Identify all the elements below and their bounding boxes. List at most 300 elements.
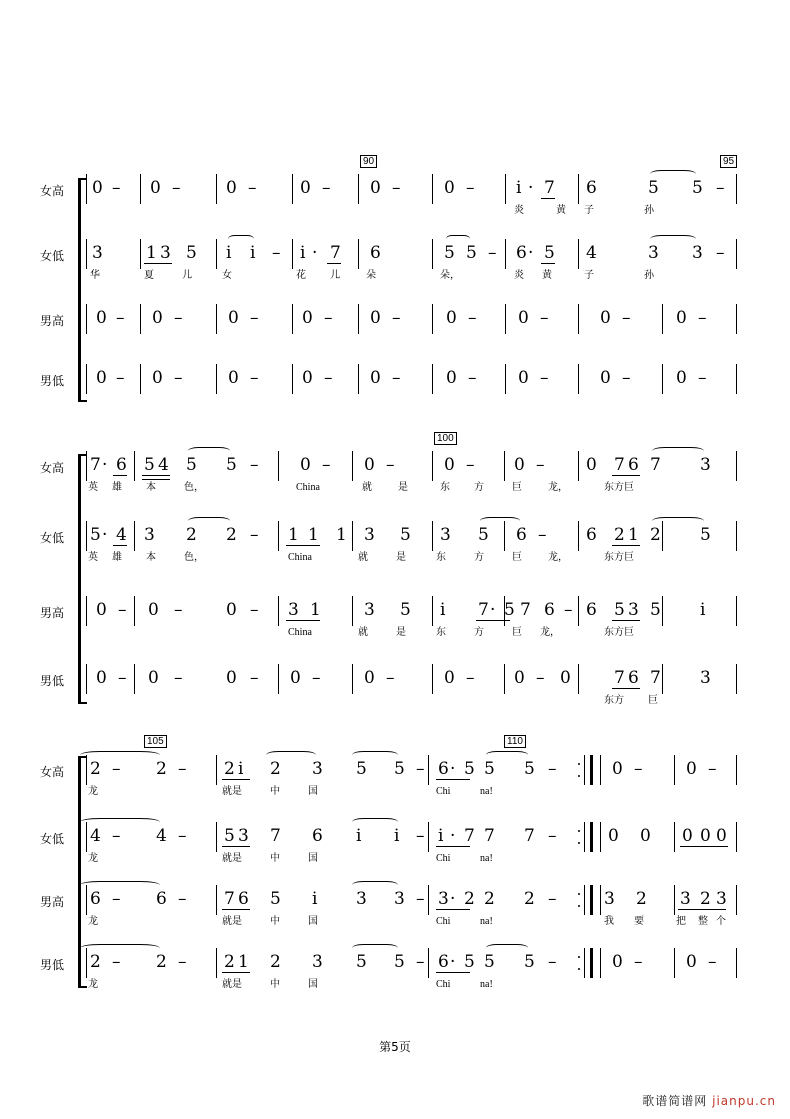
hold-dash: – [322, 455, 331, 475]
beam [113, 475, 127, 476]
note: i [226, 243, 232, 263]
note: 5 [524, 952, 535, 972]
lyric: 就 [358, 627, 368, 638]
hold-dash: – [250, 368, 259, 388]
barline [358, 174, 359, 204]
note: 0 [686, 952, 697, 972]
slur [352, 881, 398, 889]
voice-label-bass: 男低 [40, 374, 65, 388]
note: 7 [484, 826, 495, 846]
note: 5 [356, 759, 367, 779]
note: · [450, 826, 456, 846]
barline [432, 239, 433, 269]
note: 6 [438, 759, 449, 779]
barline [292, 239, 293, 269]
hold-dash: – [392, 368, 401, 388]
barline [292, 174, 293, 204]
barline [736, 596, 737, 626]
hold-dash: – [116, 368, 125, 388]
barline [432, 521, 433, 551]
barline [600, 948, 601, 978]
page-number: 第5页 [379, 1040, 411, 1054]
note: 0 [686, 759, 697, 779]
lyric: 巨 [512, 552, 522, 563]
repeat-dot [578, 775, 580, 777]
barline [86, 521, 87, 551]
repeat-end-sign [584, 885, 596, 915]
lyric: 东方 [604, 695, 624, 706]
barline [578, 664, 579, 694]
lyric: 夏 [144, 270, 154, 281]
hold-dash: – [324, 308, 333, 328]
hold-dash: – [272, 243, 281, 263]
hold-dash: – [468, 308, 477, 328]
note: 7 [520, 600, 531, 620]
note: 6 [238, 889, 249, 909]
note: 2 [224, 952, 235, 972]
hold-dash: – [698, 368, 707, 388]
rehearsal-mark-100: 100 [434, 432, 457, 445]
barline [86, 885, 87, 915]
lyric: 色， [184, 552, 204, 563]
beam [541, 263, 555, 264]
slur [650, 170, 696, 178]
note: · [450, 952, 456, 972]
barline [428, 822, 429, 852]
barline [578, 364, 579, 394]
note: · [490, 600, 496, 620]
lyric: 就是 [222, 979, 242, 990]
rehearsal-mark-95: 95 [720, 155, 737, 168]
hold-dash: – [312, 668, 321, 688]
barline [432, 596, 433, 626]
barline [736, 364, 737, 394]
hold-dash: – [250, 308, 259, 328]
hold-dash: – [324, 368, 333, 388]
lyric: 英 [88, 552, 98, 563]
hold-dash: – [540, 368, 549, 388]
lyric: 是 [396, 552, 406, 563]
note: 0 [96, 668, 107, 688]
barline [216, 948, 217, 978]
slur [80, 944, 160, 952]
note: 3 [716, 889, 727, 909]
barline [578, 239, 579, 269]
barline [86, 755, 87, 785]
barline [662, 596, 663, 626]
barline [352, 521, 353, 551]
hold-dash: – [178, 826, 187, 846]
note: 0 [518, 308, 529, 328]
barline [504, 521, 505, 551]
barline [140, 364, 141, 394]
barline [278, 521, 279, 551]
note: 2 [156, 759, 167, 779]
beam [222, 972, 250, 973]
hold-dash: – [112, 826, 121, 846]
barline [140, 304, 141, 334]
note: 0 [446, 308, 457, 328]
lyric: 国 [308, 916, 318, 927]
note: · [528, 243, 534, 263]
lyric: 儿 [330, 270, 340, 281]
repeat-dot [578, 905, 580, 907]
lyric: 巨 [512, 482, 522, 493]
beam [680, 846, 728, 847]
note: i [438, 826, 444, 846]
note: 7 [330, 243, 341, 263]
note: 5 [186, 455, 197, 475]
lyric: 巨 [648, 695, 658, 706]
lyric: 龙， [540, 627, 560, 638]
hold-dash: – [536, 668, 545, 688]
repeat-dot [578, 830, 580, 832]
lyric: 朵， [440, 270, 460, 281]
barline [736, 755, 737, 785]
note: 0 [92, 178, 103, 198]
slur [486, 751, 528, 759]
hold-dash: – [564, 600, 573, 620]
barline [86, 304, 87, 334]
lyric: na! [480, 786, 493, 797]
lyric: 东 [436, 627, 446, 638]
repeat-dot [578, 893, 580, 895]
barline [86, 664, 87, 694]
lyric: 东 [436, 552, 446, 563]
hold-dash: – [548, 759, 557, 779]
hold-dash: – [416, 759, 425, 779]
lyric: 孙 [644, 205, 654, 216]
beam [142, 475, 170, 476]
lyric: 个 [716, 916, 726, 927]
barline [278, 596, 279, 626]
voice-label-alto: 女低 [40, 531, 65, 545]
beam [286, 620, 320, 621]
barline [504, 451, 505, 481]
note: 6 [116, 455, 127, 475]
note: 0 [514, 668, 525, 688]
barline [736, 885, 737, 915]
hold-dash: – [116, 308, 125, 328]
note: 7 [614, 668, 625, 688]
note: · [450, 889, 456, 909]
barline [432, 664, 433, 694]
barline [578, 596, 579, 626]
lyric: na! [480, 979, 493, 990]
barline [86, 239, 87, 269]
note: 3 [312, 952, 323, 972]
note: 2 [650, 525, 661, 545]
barline [432, 364, 433, 394]
note: 0 [226, 178, 237, 198]
lyric: Chi [436, 916, 451, 927]
barline [86, 596, 87, 626]
voice-label-bass: 男低 [40, 674, 65, 688]
barline [86, 364, 87, 394]
note: 5 [692, 178, 703, 198]
note: · [102, 525, 108, 545]
barline [674, 822, 675, 852]
note: 6 [544, 600, 555, 620]
repeat-dot [578, 842, 580, 844]
note: 6 [438, 952, 449, 972]
hold-dash: – [386, 455, 395, 475]
note: 0 [676, 368, 687, 388]
lyric: 炎 [514, 205, 524, 216]
note: 5 [614, 600, 625, 620]
lyric: 雄 [112, 482, 122, 493]
note: 0 [586, 455, 597, 475]
note: 5 [648, 178, 659, 198]
note: 2 [524, 889, 535, 909]
note: 0 [560, 668, 571, 688]
lyric: 国 [308, 979, 318, 990]
barline [578, 304, 579, 334]
note: 6 [156, 889, 167, 909]
lyric: 子 [584, 270, 594, 281]
note: 0 [682, 826, 693, 846]
note: 1 [336, 525, 347, 545]
note: 5 [466, 243, 477, 263]
beam [612, 475, 640, 476]
lyric: 英 [88, 482, 98, 493]
hold-dash: – [548, 952, 557, 972]
lyric: 我 [604, 916, 614, 927]
note: 4 [90, 826, 101, 846]
hold-dash: – [698, 308, 707, 328]
barline [86, 822, 87, 852]
barline [278, 664, 279, 694]
hold-dash: – [112, 952, 121, 972]
note: 3 [312, 759, 323, 779]
lyric: 龙 [88, 916, 98, 927]
note: 2 [224, 759, 235, 779]
barline [358, 304, 359, 334]
barline [352, 451, 353, 481]
lyric: na! [480, 916, 493, 927]
hold-dash: – [174, 668, 183, 688]
barline [432, 304, 433, 334]
note: 5 [700, 525, 711, 545]
note: 1 [628, 525, 639, 545]
note: 3 [604, 889, 615, 909]
voice-label-tenor: 男高 [40, 314, 65, 328]
hold-dash: – [174, 600, 183, 620]
barline [736, 451, 737, 481]
hold-dash: – [548, 826, 557, 846]
barline [505, 174, 506, 204]
note: i [700, 600, 706, 620]
beam [476, 620, 510, 621]
slur [486, 944, 528, 952]
lyric: 中 [270, 916, 280, 927]
hold-dash: – [622, 368, 631, 388]
lyric: 就 [362, 482, 372, 493]
hold-dash: – [248, 178, 257, 198]
note: 5 [444, 243, 455, 263]
note: 2 [226, 525, 237, 545]
lyric: 就是 [222, 853, 242, 864]
slur [80, 818, 160, 826]
note: 0 [600, 308, 611, 328]
barline [216, 822, 217, 852]
voice-label-soprano: 女高 [40, 184, 65, 198]
note: 0 [600, 368, 611, 388]
note: 4 [586, 243, 597, 263]
voice-label-soprano: 女高 [40, 461, 65, 475]
note: 0 [148, 668, 159, 688]
barline [600, 822, 601, 852]
note: 7 [650, 668, 661, 688]
note: 4 [156, 826, 167, 846]
lyric: 中 [270, 853, 280, 864]
hold-dash: – [708, 759, 717, 779]
note: 1 [146, 243, 157, 263]
barline [736, 304, 737, 334]
note: 5 [484, 952, 495, 972]
voice-label-alto: 女低 [40, 832, 65, 846]
note: 5 [400, 600, 411, 620]
lyric: 是 [396, 627, 406, 638]
note: 7 [90, 455, 101, 475]
lyric: 方 [474, 627, 484, 638]
barline [428, 755, 429, 785]
note: 5 [504, 600, 515, 620]
hold-dash: – [488, 243, 497, 263]
hold-dash: – [416, 952, 425, 972]
note: 1 [310, 600, 321, 620]
barline [674, 755, 675, 785]
note: 0 [150, 178, 161, 198]
hold-dash: – [392, 308, 401, 328]
note: 0 [96, 368, 107, 388]
voice-label-alto: 女低 [40, 249, 65, 263]
hold-dash: – [174, 368, 183, 388]
lyric: 黄 [556, 205, 566, 216]
note: 0 [96, 600, 107, 620]
lyric: 方 [474, 482, 484, 493]
barline [662, 364, 663, 394]
note: 2 [464, 889, 475, 909]
note: 0 [364, 668, 375, 688]
barline [674, 948, 675, 978]
note: 5 [650, 600, 661, 620]
note: · [450, 759, 456, 779]
note: 0 [152, 308, 163, 328]
barline [292, 304, 293, 334]
note: 3 [628, 600, 639, 620]
note: 3 [160, 243, 171, 263]
voice-label-tenor: 男高 [40, 895, 65, 909]
slur [266, 751, 316, 759]
note: 0 [370, 308, 381, 328]
note: 0 [444, 178, 455, 198]
slur [228, 235, 254, 243]
watermark-en: jianpu.cn [712, 1094, 776, 1108]
note: i [440, 600, 446, 620]
beam [436, 909, 470, 910]
note: 0 [640, 826, 651, 846]
barline [736, 174, 737, 204]
note: 5 [464, 759, 475, 779]
lyric: 东方巨 [604, 627, 634, 638]
hold-dash: – [178, 952, 187, 972]
hold-dash: – [322, 178, 331, 198]
beam [678, 909, 726, 910]
lyric: 龙 [88, 853, 98, 864]
slur [352, 944, 398, 952]
barline [134, 664, 135, 694]
note: 6 [312, 826, 323, 846]
lyric: 东 [440, 482, 450, 493]
note: 5 [270, 889, 281, 909]
barline [505, 239, 506, 269]
note: 5 [394, 759, 405, 779]
note: 2 [700, 889, 711, 909]
note: 0 [302, 368, 313, 388]
note: i [238, 759, 244, 779]
barline [432, 174, 433, 204]
barline [578, 521, 579, 551]
lyric: 方 [474, 552, 484, 563]
note: 6 [586, 525, 597, 545]
lyric: 华 [90, 270, 100, 281]
slur [480, 517, 520, 525]
note: 5 [90, 525, 101, 545]
note: 0 [612, 952, 623, 972]
note: 0 [300, 455, 311, 475]
barline [505, 304, 506, 334]
hold-dash: – [708, 952, 717, 972]
lyric: 孙 [644, 270, 654, 281]
lyric: 就 [358, 552, 368, 563]
slur [446, 235, 470, 243]
note: 5 [400, 525, 411, 545]
rehearsal-mark-110: 110 [504, 735, 526, 748]
hold-dash: – [548, 889, 557, 909]
note: 7 [524, 826, 535, 846]
note: 2 [484, 889, 495, 909]
note: 6 [628, 455, 639, 475]
note: 6 [516, 243, 527, 263]
lyric: 是 [398, 482, 408, 493]
repeat-dot [578, 763, 580, 765]
barline [216, 304, 217, 334]
hold-dash: – [172, 178, 181, 198]
note: i [300, 243, 306, 263]
note: 7 [224, 889, 235, 909]
lyric: 雄 [112, 552, 122, 563]
lyric: 儿 [182, 270, 192, 281]
lyric: 东方巨 [604, 552, 634, 563]
beam [222, 779, 250, 780]
barline [86, 948, 87, 978]
barline [278, 451, 279, 481]
barline [600, 755, 601, 785]
barline [662, 304, 663, 334]
note: · [102, 455, 108, 475]
note: 0 [290, 668, 301, 688]
hold-dash: – [468, 368, 477, 388]
note: 5 [464, 952, 475, 972]
note: 5 [394, 952, 405, 972]
hold-dash: – [386, 668, 395, 688]
note: 4 [158, 455, 169, 475]
note: 3 [364, 525, 375, 545]
barline [216, 885, 217, 915]
barline [736, 948, 737, 978]
hold-dash: – [466, 178, 475, 198]
